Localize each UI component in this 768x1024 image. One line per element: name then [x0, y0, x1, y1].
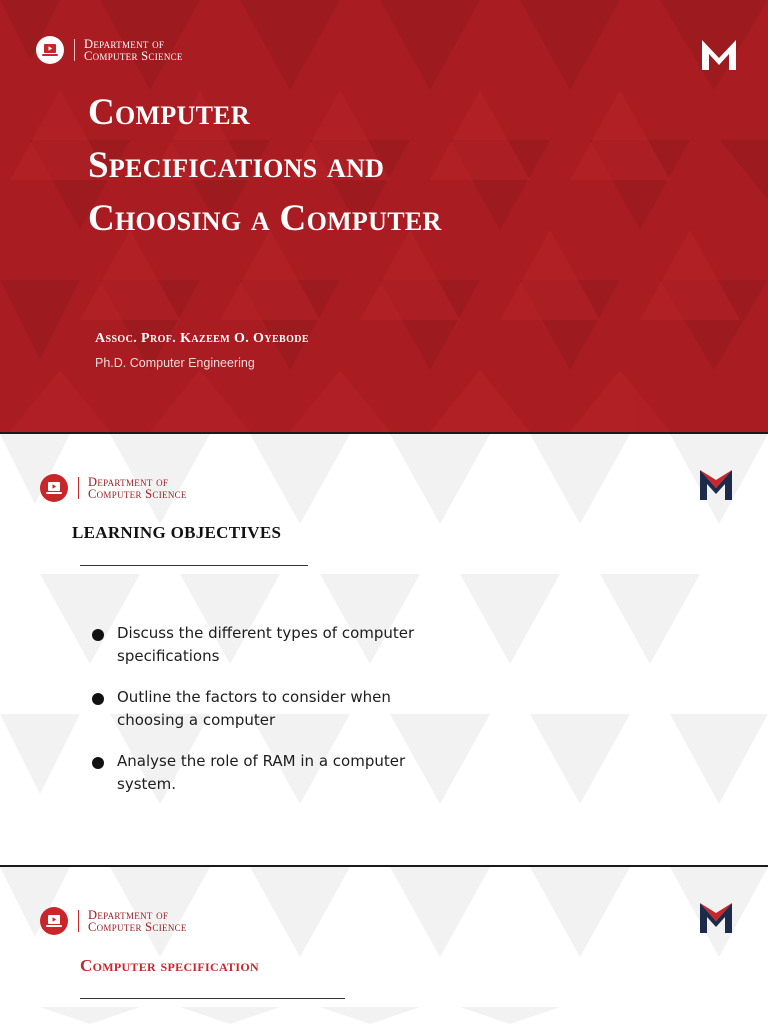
department-line-1: Department of: [88, 475, 169, 489]
heading-underline: [80, 998, 345, 999]
heading-underline: [80, 565, 308, 566]
department-line-2: Computer Science: [84, 49, 183, 63]
section-heading: Computer specification: [80, 956, 259, 975]
department-header: [40, 907, 187, 935]
list-item: [90, 686, 450, 732]
author-name: Assoc. Prof. Kazeem O. Oyebode: [95, 331, 309, 346]
m-brand-logo: [700, 38, 738, 72]
objective-text: Analyse the role of RAM in a computer system.: [117, 752, 406, 793]
title-line-3: Choosing a Computer: [88, 198, 442, 239]
department-line-1: Department of: [84, 37, 165, 51]
author-credential: Ph.D. Computer Engineering: [95, 356, 255, 370]
list-item: [90, 622, 450, 668]
chevron-pattern: [0, 867, 768, 1024]
laptop-play-icon: [40, 474, 68, 502]
bullet-icon: [92, 693, 104, 705]
title-slide: [0, 0, 768, 432]
laptop-play-icon: [36, 36, 64, 64]
list-item: [90, 750, 450, 796]
department-name: [84, 38, 183, 62]
specification-slide: [0, 867, 768, 1024]
department-name: [88, 476, 187, 500]
department-name: [88, 909, 187, 933]
page-title: [88, 86, 668, 245]
bullet-icon: [92, 757, 104, 769]
laptop-play-icon: [40, 907, 68, 935]
bullet-icon: [92, 629, 104, 641]
objective-text: Outline the factors to consider when choosing a computer: [117, 688, 391, 729]
department-header: [36, 36, 183, 64]
m-brand-logo: [698, 901, 734, 935]
department-line-1: Department of: [88, 908, 169, 922]
department-line-2: Computer Science: [88, 487, 187, 501]
title-line-1: Computer: [88, 92, 251, 133]
department-line-2: Computer Science: [88, 920, 187, 934]
objectives-list: [90, 622, 450, 796]
objective-text: Discuss the different types of computer specifications: [117, 624, 415, 665]
section-heading: LEARNING OBJECTIVES: [72, 523, 282, 542]
title-line-2: Specifications and: [88, 145, 385, 186]
department-header: [40, 474, 187, 502]
m-brand-logo: [698, 468, 734, 502]
